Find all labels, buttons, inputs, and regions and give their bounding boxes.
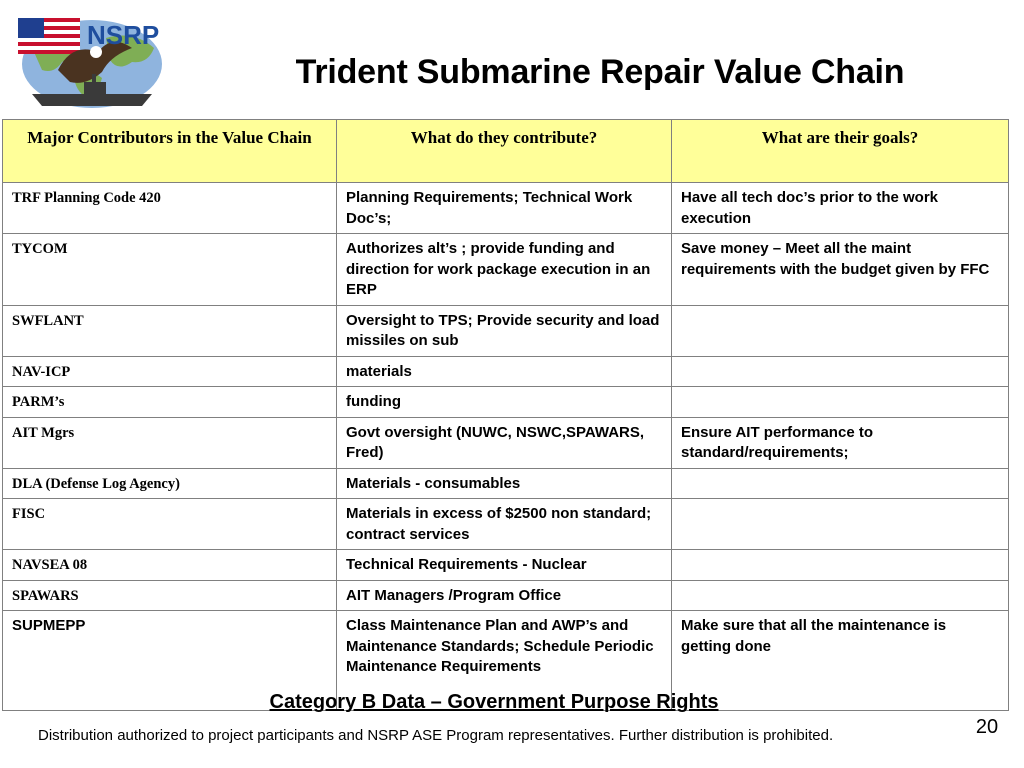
value-chain-table (2, 119, 1009, 711)
table-row (3, 356, 1009, 387)
table-row (3, 417, 1009, 468)
column-header-goals: What are their goals? (672, 120, 1009, 183)
contribution-cell: Materials in excess of $2500 non standard; contract services (337, 499, 672, 550)
contributor-cell: TRF Planning Code 420 (3, 183, 337, 234)
goals-cell (672, 387, 1009, 418)
contributor-cell: FISC (3, 499, 337, 550)
column-header-contributors: Major Contributors in the Value Chain (3, 120, 337, 183)
contribution-cell: funding (337, 387, 672, 418)
goals-cell: Save money – Meet all the maint requirements with the budget given by FFC (672, 234, 1009, 306)
table-row (3, 183, 1009, 234)
table-row (3, 468, 1009, 499)
contribution-cell: AIT Managers /Program Office (337, 580, 672, 611)
goals-cell (672, 468, 1009, 499)
contribution-cell: Planning Requirements; Technical Work Doc’s; (337, 183, 672, 234)
page-number: 20 (975, 716, 999, 738)
contributor-cell: NAVSEA 08 (3, 550, 337, 581)
goals-cell: Ensure AIT performance to standard/requirements; (672, 417, 1009, 468)
contribution-cell: Technical Requirements - Nuclear (337, 550, 672, 581)
contributor-cell: SPAWARS (3, 580, 337, 611)
goals-cell (672, 356, 1009, 387)
table-row (3, 550, 1009, 581)
contributor-cell: TYCOM (3, 234, 337, 306)
contribution-cell: Oversight to TPS; Provide security and load missiles on sub (337, 305, 672, 356)
contribution-cell: materials (337, 356, 672, 387)
contributor-cell: PARM’s (3, 387, 337, 418)
contributor-cell: DLA (Defense Log Agency) (3, 468, 337, 499)
table-header-row (3, 120, 1009, 183)
goals-cell (672, 499, 1009, 550)
column-header-contribution: What do they contribute? (337, 120, 672, 183)
flag-icon (18, 18, 80, 54)
table-row (3, 305, 1009, 356)
contributor-cell: NAV-ICP (3, 356, 337, 387)
goals-cell (672, 550, 1009, 581)
contribution-cell: Class Maintenance Plan and AWP’s and Maintenance Standards; Schedule Periodic Maintenance Requirements (337, 611, 672, 711)
goals-cell: Make sure that all the maintenance is getting done (672, 611, 1009, 711)
logo-text: NSRP (87, 20, 160, 50)
table-row (3, 499, 1009, 550)
table-row (3, 580, 1009, 611)
table-row (3, 387, 1009, 418)
data-category-notice: Category B Data – Government Purpose Rights (269, 691, 719, 713)
goals-cell: Have all tech doc’s prior to the work execution (672, 183, 1009, 234)
contributor-cell: AIT Mgrs (3, 417, 337, 468)
goals-cell (672, 305, 1009, 356)
page-title: Trident Submarine Repair Value Chain (295, 53, 905, 91)
nsrp-logo (14, 12, 174, 112)
distribution-statement: Distribution authorized to project participants and NSRP ASE Program representatives. Further distribution is prohibited. (38, 727, 834, 744)
contributor-cell: SUPMEPP (3, 611, 337, 711)
contribution-cell: Authorizes alt’s ; provide funding and direction for work package execution in an ERP (337, 234, 672, 306)
contribution-cell: Materials - consumables (337, 468, 672, 499)
contribution-cell: Govt oversight (NUWC, NSWC,SPAWARS, Fred) (337, 417, 672, 468)
goals-cell (672, 580, 1009, 611)
table-row (3, 234, 1009, 306)
contributor-cell: SWFLANT (3, 305, 337, 356)
